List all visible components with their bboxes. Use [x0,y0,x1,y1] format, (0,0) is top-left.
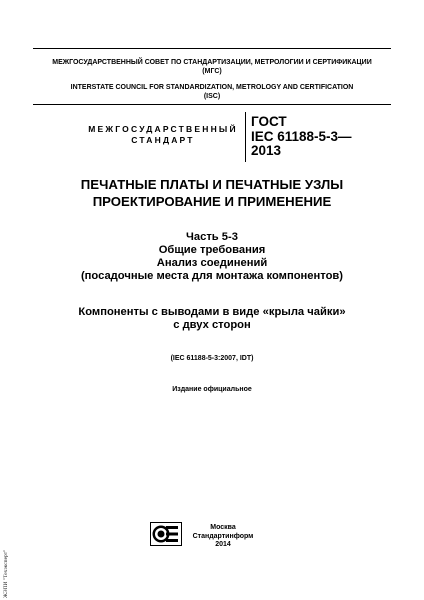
standard-code-line3: 2013 [251,143,282,158]
title-line1: ПЕЧАТНЫЕ ПЛАТЫ И ПЕЧАТНЫЕ УЗЛЫ [80,177,344,192]
components-line2: с двух сторон [173,319,251,331]
iec-reference: (IEC 61188-5-3:2007, IDT) [170,355,254,362]
title-line2: ПРОЕКТИРОВАНИЕ И ПРИМЕНЕНИЕ [92,194,332,209]
part-line3: Анализ соединений [156,257,268,269]
standard-code [251,115,352,159]
top-rule [33,48,391,49]
standard-code-line1: ГОСТ [251,114,287,129]
document-title [33,176,391,210]
standard-code-line2: IEC 61188-5-3— [251,128,352,144]
mid-rule [33,104,391,105]
part-info [20,231,404,283]
side-note-text: ЖЭПИ "Техэксперт" [3,549,9,598]
components-line1: Компоненты с выводами в виде «крыла чайки» [78,306,346,318]
standard-label [88,124,238,146]
part-line4: (посадочные места для монтажа компонентов) [80,270,344,282]
part-line2: Общие требования [158,244,266,256]
components-subtitle [20,306,404,332]
side-note [1,520,11,600]
edition-note: Издание официальное [172,386,252,393]
council-name-ru: МЕЖГОСУДАРСТВЕННЫЙ СОВЕТ ПО СТАНДАРТИЗАЦИИ, МЕТРОЛОГИИ И СЕРТИФИКАЦИИ [52,59,372,66]
standartinform-logo-icon [150,522,182,546]
standard-label-line2: СТАНДАРТ [131,135,195,145]
publisher-year: 2014 [215,541,231,548]
standard-label-line1: МЕЖГОСУДАРСТВЕННЫЙ [88,124,238,134]
council-abbr-en: (ISC) [203,93,221,100]
council-abbr-ru: (МГС) [202,68,222,75]
designation-divider [245,112,246,162]
publisher-city: Москва [210,524,236,531]
publisher-block [188,524,258,550]
council-name-en: INTERSTATE COUNCIL FOR STANDARDIZATION, METROLOGY AND CERTIFICATION [70,84,354,91]
publisher-name: Стандартинформ [192,532,254,540]
part-line1: Часть 5-3 [186,231,238,243]
